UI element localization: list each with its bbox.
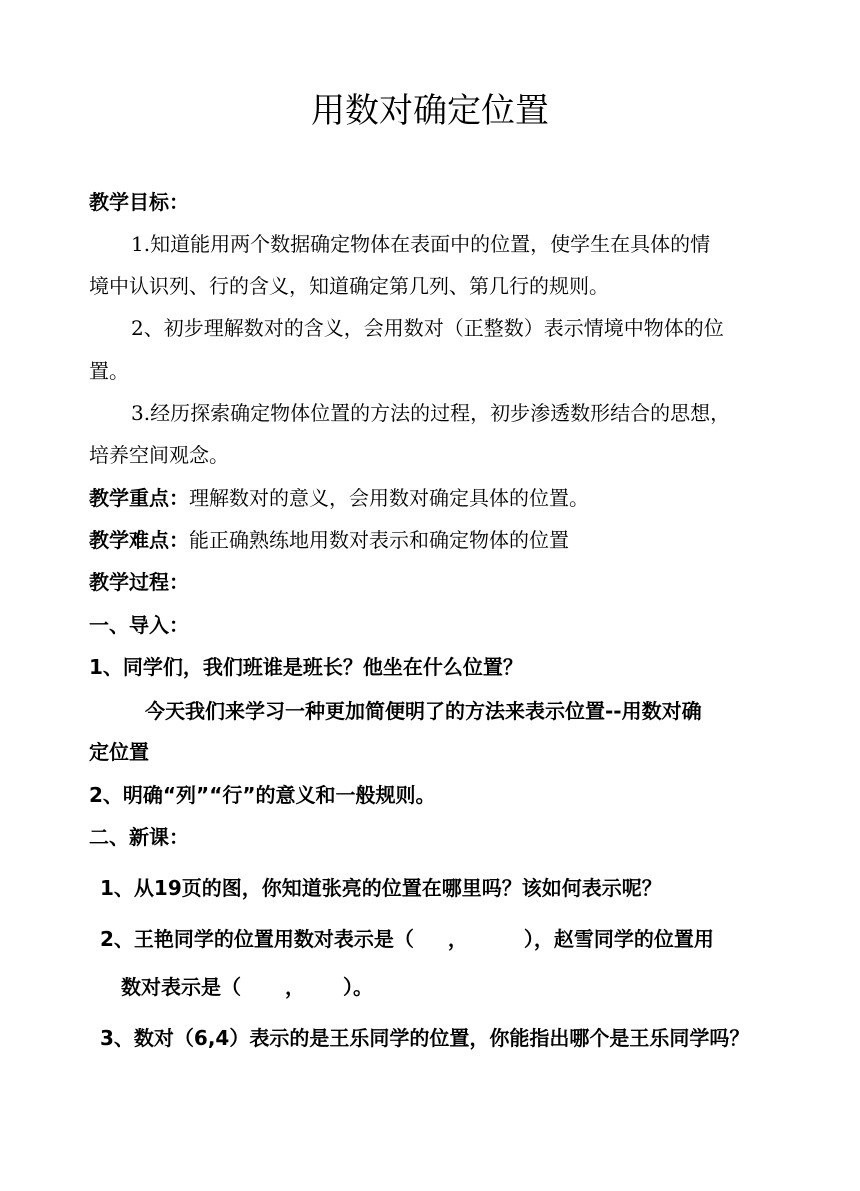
difficulty-text: 能正确熟练地用数对表示和确定物体的位置 bbox=[189, 528, 569, 552]
process-heading: 教学过程： bbox=[89, 570, 189, 594]
objective-2-line-1: 2、初步理解数对的含义，会用数对（正整数）表示情境中物体的位 bbox=[131, 316, 724, 340]
intro-heading: 一、导入： bbox=[89, 613, 189, 637]
key-point-label: 教学重点： bbox=[89, 486, 189, 510]
key-point-text: 理解数对的意义，会用数对确定具体的位置。 bbox=[189, 486, 589, 510]
objective-3-line-1: 3.经历探索确定物体位置的方法的过程，初步渗透数形结合的思想， bbox=[131, 401, 731, 425]
lesson-question-2-line-1 bbox=[100, 924, 714, 954]
key-point bbox=[89, 483, 589, 513]
difficulty bbox=[89, 525, 569, 555]
q2-part-a: 2、王艳同学的位置用数对表示是（ bbox=[100, 927, 414, 951]
q2-part-c: 数对表示是（ bbox=[121, 975, 241, 999]
lesson-question-3: 3、数对（6,4）表示的是王乐同学的位置，你能指出哪个是王乐同学吗？ bbox=[100, 1026, 750, 1050]
lesson-question-2-line-2 bbox=[121, 972, 373, 1002]
objective-1-line-2: 境中认识列、行的含义，知道确定第几列、第几行的规则。 bbox=[89, 274, 609, 298]
new-lesson-heading: 二、新课： bbox=[89, 825, 189, 849]
intro-text-line-1: 今天我们来学习一种更加简便明了的方法来表示位置--用数对确 bbox=[145, 699, 702, 723]
q2-part-d: ， bbox=[285, 975, 305, 999]
objective-2-line-2: 置。 bbox=[89, 359, 129, 383]
intro-question-2: 2、明确“列”“行”的意义和一般规则。 bbox=[89, 783, 436, 807]
lesson-question-1: 1、从19页的图，你知道张亮的位置在哪里吗？该如何表示呢？ bbox=[100, 876, 662, 900]
q2-part-e: ）。 bbox=[343, 975, 373, 999]
q2-comma: ， bbox=[447, 927, 468, 951]
intro-text-line-2: 定位置 bbox=[89, 740, 149, 764]
page-title: 用数对确定位置 bbox=[311, 91, 549, 131]
q2-part-b: ），赵雪同学的位置用 bbox=[523, 927, 714, 951]
objectives-heading: 教学目标： bbox=[89, 190, 189, 214]
intro-question-1: 1、同学们，我们班谁是班长？他坐在什么位置？ bbox=[89, 655, 523, 679]
objective-1-line-1: 1.知道能用两个数据确定物体在表面中的位置，使学生在具体的情 bbox=[131, 232, 711, 256]
difficulty-label: 教学难点： bbox=[89, 528, 189, 552]
objective-3-line-2: 培养空间观念。 bbox=[89, 443, 229, 467]
